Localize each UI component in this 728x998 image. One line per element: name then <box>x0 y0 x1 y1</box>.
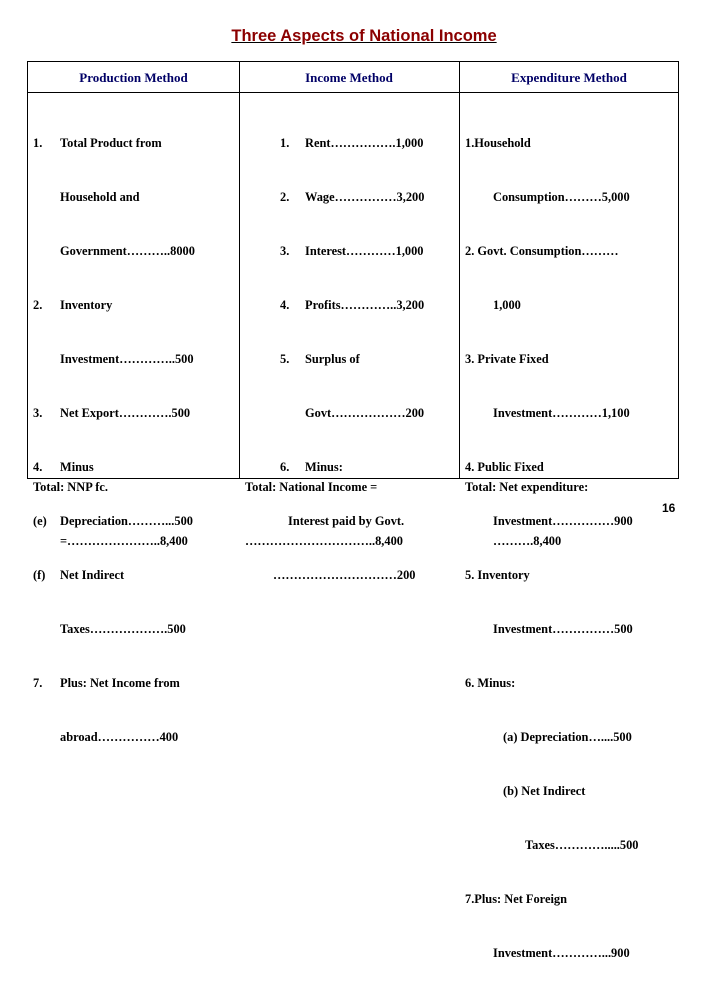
list-item: Consumption………5,000 <box>493 190 630 204</box>
list-item: 1.Household <box>465 136 531 150</box>
list-item: 6. Minus: <box>465 676 516 690</box>
list-item: Taxes……………….500 <box>60 622 186 636</box>
list-item: 3. Private Fixed <box>465 352 549 366</box>
header-income-method: Income Method <box>305 70 393 85</box>
list-item: 1. Rent…………….1,000 <box>280 136 424 150</box>
list-item: 7. Plus: Net Income from <box>33 676 180 690</box>
production-total: Total: NNP fc. =…………………..8,400 <box>33 480 188 548</box>
page-title: Three Aspects of National Income <box>231 27 497 45</box>
list-item: Investment…………..500 <box>60 352 194 366</box>
list-item: 4. Profits…………..3,200 <box>280 298 425 312</box>
list-item: (e) Depreciation………...500 <box>33 514 193 528</box>
list-item: 1,000 <box>493 298 521 312</box>
header-production-method: Production Method <box>79 70 188 85</box>
list-item: 1. Total Product from <box>33 136 162 150</box>
column-divider-2 <box>459 62 460 478</box>
header-expenditure-method: Expenditure Method <box>511 70 627 85</box>
list-item: Household and <box>60 190 140 204</box>
list-item: Investment……………900 <box>493 514 633 528</box>
list-item: 3. Net Export………….500 <box>33 406 191 420</box>
list-item: Investment…………...900 <box>493 946 630 960</box>
list-item: 4. Public Fixed <box>465 460 544 474</box>
list-item: 2. Wage……………3,200 <box>280 190 425 204</box>
production-method-column <box>33 98 233 782</box>
list-item: Taxes………….....500 <box>525 838 639 852</box>
list-item: Government………..8000 <box>60 244 195 258</box>
list-item: 4. Minus <box>33 460 94 474</box>
list-item: 3. Interest…………1,000 <box>280 244 424 258</box>
list-item: 7.Plus: Net Foreign <box>465 892 567 906</box>
list-item: 2. Govt. Consumption……… <box>465 244 619 258</box>
list-item: Investment……………500 <box>493 622 633 636</box>
list-item: 6. Minus: <box>280 460 343 474</box>
list-item: 5. Inventory <box>465 568 530 582</box>
list-item: Interest paid by Govt. <box>288 514 405 528</box>
list-item: (b) Net Indirect <box>503 784 586 798</box>
list-item: Investment…………1,100 <box>493 406 630 420</box>
list-item: 2. Inventory <box>33 298 113 312</box>
column-divider-1 <box>239 62 240 478</box>
page-number: 16 <box>662 501 676 515</box>
expenditure-total: Total: Net expenditure: ……….8,400 <box>465 480 589 548</box>
list-item: abroad……………400 <box>60 730 179 744</box>
income-total: Total: National Income = …………………………..8,400 <box>245 480 403 548</box>
list-item: (a) Depreciation…....500 <box>503 730 632 744</box>
list-item: (f) Net Indirect <box>33 568 125 582</box>
header-divider <box>28 92 678 93</box>
list-item: Govt………………200 <box>305 406 425 420</box>
list-item: …………………………200 <box>273 568 416 582</box>
list-item: 5. Surplus of <box>280 352 360 366</box>
